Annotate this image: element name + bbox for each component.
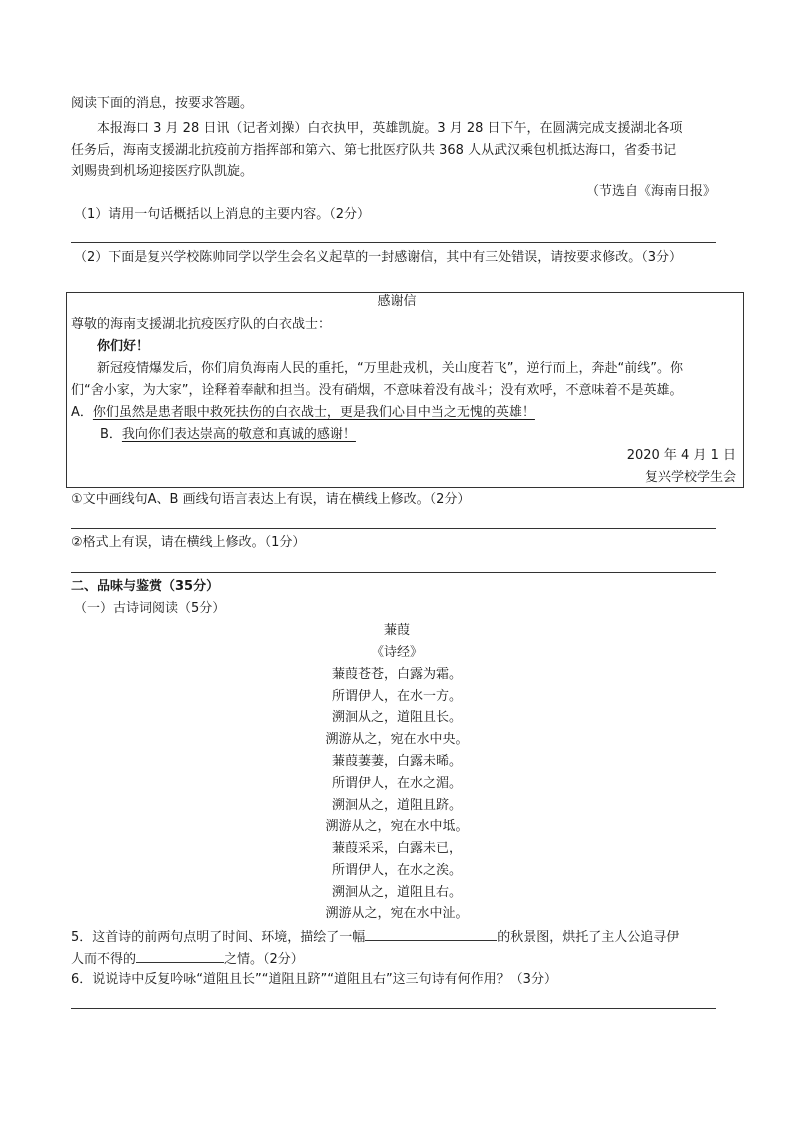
answer-line-b[interactable] [71, 572, 716, 573]
poem-line: 所谓伊人，在水之涘。 [331, 863, 462, 878]
sentence-b-underlined: 我向你们表达崇高的敬意和真诚的感谢！ [121, 427, 356, 442]
question-5-line-2 [71, 950, 304, 968]
q5-part-3: 人而不得的 [71, 952, 137, 967]
poem-line: 溯洄从之，道阻且跻。 [331, 798, 462, 813]
letter-question-b: ②格式上有误，请在横线上修改。（1分） [71, 535, 306, 550]
sentence-a-prefix: A． [71, 405, 93, 420]
question-1: （1）请用一句话概括以上消息的主要内容。（2分） [74, 207, 371, 222]
letter-sentence-b [100, 427, 356, 443]
q5-blank-1[interactable] [365, 928, 497, 941]
news-source: （节选自《海南日报》 [585, 184, 716, 199]
section-2-heading: 二、品味与鉴赏（35分） [71, 579, 220, 594]
poem-line: 溯游从之，宛在水中沚。 [325, 906, 469, 921]
poem-line: 蒹葭采采，白露未已， [331, 841, 462, 856]
question-2: （2）下面是复兴学校陈帅同学以学生会名义起草的一封感谢信，其中有三处错误，请按要求修改。（3分） [74, 250, 683, 265]
poem-line: 溯游从之，宛在水中坻。 [325, 819, 469, 834]
letter-body-line-1: 新冠疫情爆发后，你们肩负海南人民的重托，“万里赴戎机，关山度若飞”，逆行而上，奔赴“前线”。你 [97, 361, 683, 376]
letter-signature: 复兴学校学生会 [644, 470, 736, 485]
answer-line-a[interactable] [71, 528, 716, 529]
letter-title: 感谢信 [377, 294, 417, 309]
q5-part-4: 之情。（2分） [224, 952, 304, 967]
letter-date: 2020 年 4 月 1 日 [626, 448, 736, 463]
answer-line-1[interactable] [71, 242, 716, 243]
question-6: 6．说说诗中反复吟咏“道阻且长”“道阻且跻”“道阻且右”这三句诗有何作用？（3分） [71, 972, 557, 987]
poem-line: 溯洄从之，道阻且右。 [331, 885, 462, 900]
q5-blank-2[interactable] [136, 950, 224, 963]
q5-part-2: 的秋景图，烘托了主人公追寻伊 [497, 930, 680, 945]
section-2-subheading: （一）古诗词阅读（5分） [74, 601, 226, 616]
poem-source: 《诗经》 [370, 645, 423, 660]
reading-intro: 阅读下面的消息，按要求答题。 [71, 96, 254, 111]
letter-greeting: 你们好！ [97, 339, 150, 354]
poem-line: 蒹葭萋萋，白露未晞。 [331, 754, 462, 769]
sentence-a-underlined: 你们虽然是患者眼中救死扶伤的白衣战士，更是我们心目中当之无愧的英雄！ [92, 405, 535, 420]
letter-body-line-2: 们“舍小家，为大家”，诠释着奉献和担当。没有硝烟，不意味着没有战斗；没有欢呼，不意味着不是英雄。 [71, 383, 683, 398]
poem-line: 所谓伊人，在水一方。 [331, 689, 462, 704]
poem-line: 溯洄从之，道阻且长。 [331, 710, 462, 725]
letter-salutation: 尊敬的海南支援湖北抗疫医疗队的白衣战士： [71, 317, 332, 332]
letter-question-a: ①文中画线句A、B 画线句语言表达上有误，请在横线上修改。（2分） [71, 492, 471, 507]
news-line-2: 任务后，海南支援湖北抗疫前方指挥部和第六、第七批医疗队共 368 人从武汉乘包机抵达海口，省委书记 [71, 143, 677, 158]
poem-line: 溯游从之，宛在水中央。 [325, 732, 469, 747]
question-5-line-1 [71, 928, 679, 946]
q5-part-1: 5．这首诗的前两句点明了时间、环境，描绘了一幅 [71, 930, 366, 945]
letter-sentence-a [71, 405, 535, 421]
sentence-b-prefix: B． [100, 427, 122, 442]
poem-title: 蒹葭 [383, 623, 410, 638]
poem-line: 所谓伊人，在水之湄。 [331, 776, 462, 791]
poem-line: 蒹葭苍苍，白露为霜。 [331, 667, 462, 682]
news-line-1: 本报海口 3 月 28 日讯（记者刘操）白衣执甲，英雄凯旋。3 月 28 日下午，在圆满完成支援湖北各项 [97, 121, 683, 136]
news-line-3: 刘赐贵到机场迎接医疗队凯旋。 [71, 164, 254, 179]
answer-line-6[interactable] [71, 1008, 716, 1009]
